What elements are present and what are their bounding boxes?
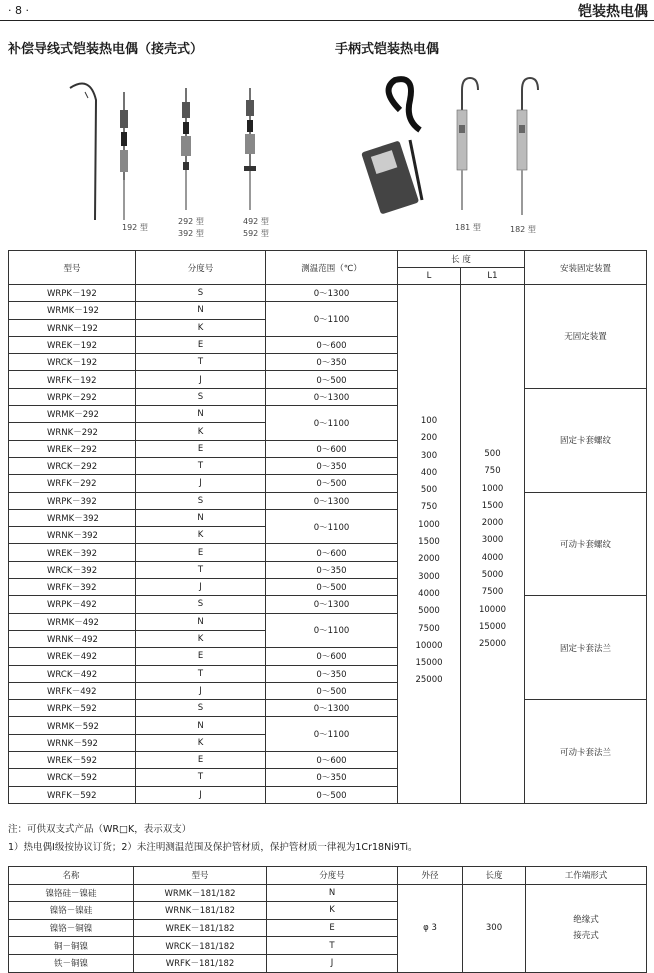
cell-model: WRPK－192 (9, 285, 136, 302)
cell-graduation: N (136, 509, 266, 526)
length-L-value: 15000 (415, 658, 443, 669)
cell-name: 铜－铜镍 (9, 937, 134, 955)
photo-label-181: 181 型 (455, 223, 481, 232)
cell-model: WRMK－592 (9, 717, 136, 734)
note-order-info: 1）热电偶Ⅰ级按协议订货；2）未注明测温范围及保护管材质，保护管材质一律视为1Cr18Ni9Ti。 (8, 842, 418, 853)
photo-label-392: 392 型 (178, 229, 204, 238)
length-L1-value: 4000 (481, 552, 504, 563)
cell-graduation: N (267, 884, 398, 902)
photo-label-592: 592 型 (243, 229, 269, 238)
length-L1-value: 3000 (481, 535, 504, 546)
cell-model: WRCK－392 (9, 561, 136, 578)
cell-model: WRNK－492 (9, 630, 136, 647)
cell-range: 0～350 (266, 561, 398, 578)
handheld-meter-image (361, 79, 422, 214)
length-L-value: 400 (420, 467, 438, 478)
cell-graduation: S (136, 700, 266, 717)
col-header-junction: 工作端形式 (526, 867, 647, 885)
col-header-model: 型号 (134, 867, 267, 885)
section-title-handle: 手柄式铠装热电偶 (335, 42, 440, 57)
thermocouple-192-image (70, 84, 96, 220)
col-header-L: L (398, 268, 461, 285)
cell-range: 0～600 (266, 648, 398, 665)
cell-graduation: S (136, 596, 266, 613)
cell-model: WREK－392 (9, 544, 136, 561)
cell-graduation: K (136, 734, 266, 751)
table-row (9, 596, 647, 613)
cell-graduation: S (136, 388, 266, 405)
cell-graduation: K (267, 902, 398, 920)
photo-label-182: 182 型 (510, 225, 536, 234)
cell-graduation: J (267, 954, 398, 972)
length-L-value: 5000 (418, 606, 440, 617)
col-header-model: 型号 (9, 251, 136, 285)
note-double-type: 注：可供双支式产品（WR□K，表示双支） (8, 824, 192, 835)
cell-model: WRCK－492 (9, 665, 136, 682)
cell-range: 0～1300 (266, 388, 398, 405)
cell-diameter: φ 3 (398, 884, 463, 972)
cell-graduation: E (136, 544, 266, 561)
cell-graduation: T (267, 937, 398, 955)
cell-range: 0～1100 (266, 717, 398, 752)
thermocouple-182-image (517, 78, 538, 215)
cell-model: WRPK－292 (9, 388, 136, 405)
length-L1-value: 15000 (478, 621, 507, 632)
cell-model: WRNK－292 (9, 423, 136, 440)
length-L-value: 200 (420, 433, 438, 444)
cell-range: 0～600 (266, 440, 398, 457)
cell-model: WRPK－592 (9, 700, 136, 717)
cell-model: WREK－181/182 (134, 919, 267, 937)
cell-graduation: J (136, 579, 266, 596)
cell-graduation: J (136, 786, 266, 803)
cell-range: 0～350 (266, 457, 398, 474)
armored-thermocouple-spec-table (8, 250, 647, 804)
thermocouple-181-image (457, 78, 478, 210)
cell-junction (526, 884, 647, 972)
col-header-graduation: 分度号 (136, 251, 266, 285)
photo-label-192: 192 型 (122, 223, 148, 232)
cell-graduation: E (267, 919, 398, 937)
table-row (9, 285, 647, 302)
product-photos (0, 70, 654, 245)
cell-length: 300 (463, 884, 526, 972)
cell-name: 镍铬－铜镍 (9, 919, 134, 937)
cell-mounting: 无固定装置 (525, 285, 647, 389)
junction-grounded: 接壳式 (573, 931, 599, 942)
cell-range: 0～500 (266, 682, 398, 699)
length-L1-value: 1500 (481, 500, 504, 511)
cell-range: 0～350 (266, 665, 398, 682)
cell-model: WRMK－181/182 (134, 884, 267, 902)
cell-graduation: T (136, 769, 266, 786)
cell-range: 0～350 (266, 769, 398, 786)
section-title-compensating: 补偿导线式铠装热电偶（接壳式） (8, 42, 204, 57)
cell-range: 0～500 (266, 786, 398, 803)
cell-model: WRNK－181/182 (134, 902, 267, 920)
length-L-value: 25000 (415, 675, 443, 686)
cell-graduation: J (136, 682, 266, 699)
cell-model: WRMK－192 (9, 302, 136, 319)
length-L1-value: 2000 (481, 518, 504, 529)
cell-graduation: T (136, 354, 266, 371)
cell-model: WRFK－192 (9, 371, 136, 388)
page-header-title: 铠装热电偶 (578, 4, 648, 20)
cell-graduation: T (136, 665, 266, 682)
cell-model: WREK－592 (9, 752, 136, 769)
cell-range: 0～500 (266, 371, 398, 388)
thermocouple-292-image (181, 88, 191, 210)
cell-range: 0～1300 (266, 700, 398, 717)
cell-model: WRNK－592 (9, 734, 136, 751)
length-L-value: 750 (420, 502, 438, 513)
length-L-value: 4000 (418, 588, 440, 599)
cell-range: 0～1100 (266, 509, 398, 544)
cell-graduation: E (136, 336, 266, 353)
cell-graduation: K (136, 423, 266, 440)
cell-range: 0～600 (266, 336, 398, 353)
cell-length-L1 (461, 285, 525, 804)
length-L1-value: 5000 (481, 570, 504, 581)
length-L-value: 500 (420, 485, 438, 496)
cell-range: 0～1100 (266, 613, 398, 648)
col-header-mounting: 安装固定装置 (525, 251, 647, 285)
col-header-L1: L1 (461, 268, 525, 285)
length-L-value: 300 (420, 450, 438, 461)
length-L-value: 1000 (418, 519, 440, 530)
cell-graduation: K (136, 630, 266, 647)
junction-insulated: 绝缘式 (573, 915, 599, 926)
thermocouple-192b-image (120, 92, 128, 220)
cell-range: 0～350 (266, 354, 398, 371)
col-header-length: 长度 (463, 867, 526, 885)
cell-graduation: K (136, 527, 266, 544)
cell-graduation: E (136, 752, 266, 769)
length-L1-value: 1000 (481, 483, 504, 494)
cell-name: 铁－铜镍 (9, 954, 134, 972)
photo-label-292: 292 型 (178, 217, 204, 226)
cell-graduation: J (136, 475, 266, 492)
cell-mounting: 固定卡套法兰 (525, 596, 647, 700)
cell-model: WRCK－181/182 (134, 937, 267, 955)
cell-range: 0～600 (266, 544, 398, 561)
length-L1-value: 750 (484, 466, 501, 477)
cell-model: WREK－292 (9, 440, 136, 457)
cell-range: 0～600 (266, 752, 398, 769)
handle-thermocouple-table (8, 866, 647, 973)
cell-mounting: 可动卡套螺纹 (525, 492, 647, 596)
cell-graduation: N (136, 717, 266, 734)
cell-model: WRMK－392 (9, 509, 136, 526)
cell-graduation: E (136, 648, 266, 665)
length-L-value: 1500 (418, 537, 440, 548)
col-header-name: 名称 (9, 867, 134, 885)
cell-range: 0～1100 (266, 302, 398, 337)
page-number: · 8 · (8, 4, 29, 17)
length-L-value: 2000 (418, 554, 440, 565)
col-header-diameter: 外径 (398, 867, 463, 885)
cell-name: 镍铬－镍硅 (9, 902, 134, 920)
cell-graduation: J (136, 371, 266, 388)
col-header-length: 长 度 (398, 251, 525, 268)
cell-graduation: K (136, 319, 266, 336)
cell-model: WRNK－192 (9, 319, 136, 336)
cell-model: WRCK－292 (9, 457, 136, 474)
cell-range: 0～500 (266, 579, 398, 596)
cell-graduation: T (136, 561, 266, 578)
length-L-value: 7500 (418, 623, 440, 634)
cell-model: WRCK－192 (9, 354, 136, 371)
cell-model: WRNK－392 (9, 527, 136, 544)
cell-mounting: 可动卡套法兰 (525, 700, 647, 804)
length-L1-value: 500 (484, 449, 501, 459)
cell-mounting: 固定卡套螺纹 (525, 388, 647, 492)
length-L-value: 100 (420, 416, 438, 426)
cell-graduation: T (136, 457, 266, 474)
cell-model: WRFK－592 (9, 786, 136, 803)
length-L-value: 3000 (418, 571, 440, 582)
cell-model: WRFK－292 (9, 475, 136, 492)
cell-model: WRFK－492 (9, 682, 136, 699)
cell-graduation: N (136, 302, 266, 319)
cell-graduation: N (136, 406, 266, 423)
cell-model: WRPK－392 (9, 492, 136, 509)
length-L1-value: 25000 (478, 639, 507, 650)
cell-graduation: S (136, 285, 266, 302)
cell-range: 0～1300 (266, 492, 398, 509)
cell-model: WREK－492 (9, 648, 136, 665)
cell-model: WRMK－292 (9, 406, 136, 423)
cell-model: WRFK－392 (9, 579, 136, 596)
length-L1-value: 7500 (481, 587, 504, 598)
col-header-range: 测温范围（℃） (266, 251, 398, 285)
cell-graduation: N (136, 613, 266, 630)
cell-name: 镍铬硅－镍硅 (9, 884, 134, 902)
cell-graduation: E (136, 440, 266, 457)
cell-model: WRPK－492 (9, 596, 136, 613)
col-header-graduation: 分度号 (267, 867, 398, 885)
cell-length-L (398, 285, 461, 804)
cell-graduation: S (136, 492, 266, 509)
cell-model: WRCK－592 (9, 769, 136, 786)
photo-label-492: 492 型 (243, 217, 269, 226)
header-rule (0, 20, 654, 21)
cell-model: WRMK－492 (9, 613, 136, 630)
cell-range: 0～1100 (266, 406, 398, 441)
cell-range: 0～1300 (266, 285, 398, 302)
thermocouple-492-image (244, 88, 256, 210)
table-row (9, 700, 647, 717)
length-L1-value: 10000 (478, 604, 507, 615)
cell-model: WREK－192 (9, 336, 136, 353)
length-L-value: 10000 (415, 640, 443, 651)
cell-range: 0～1300 (266, 596, 398, 613)
cell-model: WRFK－181/182 (134, 954, 267, 972)
table-row (9, 492, 647, 509)
cell-range: 0～500 (266, 475, 398, 492)
table-row (9, 388, 647, 405)
